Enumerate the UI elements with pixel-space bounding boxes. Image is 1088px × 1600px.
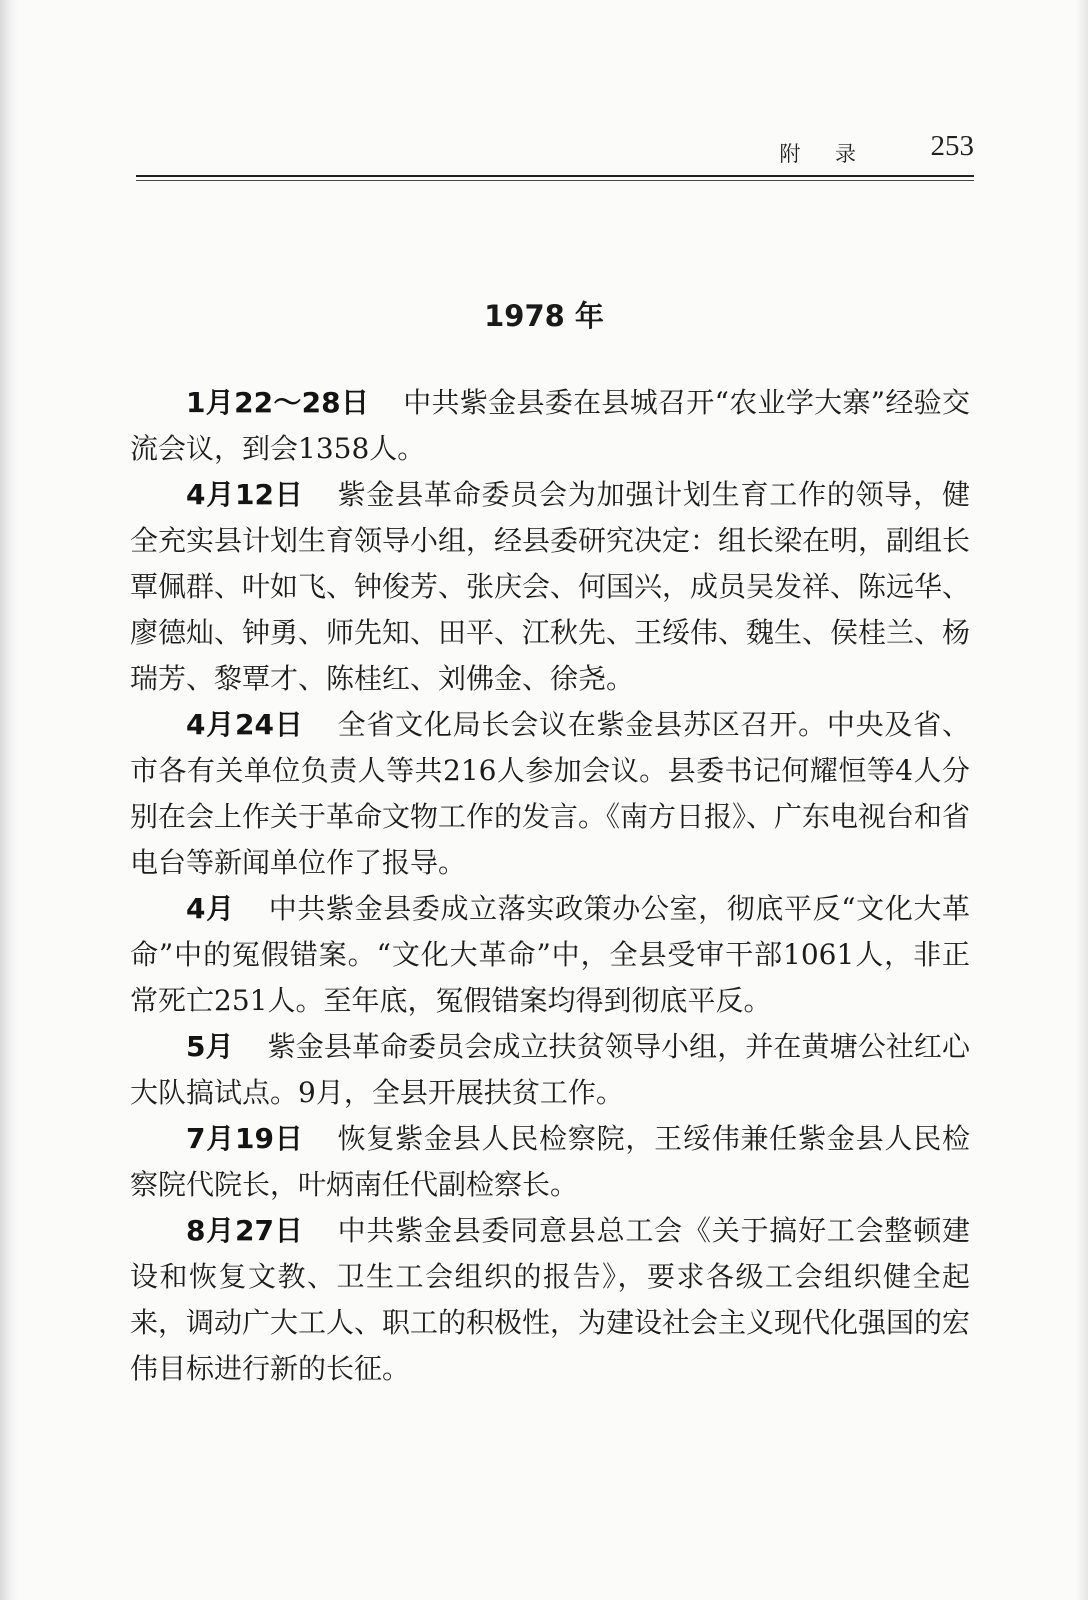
entry-text: 紫金县革命委员会成立扶贫领导小组，并在黄塘公社红心大队搞试点。9月，全县开展扶贫工作。 <box>130 1030 970 1109</box>
entry-text: 中共紫金县委同意县总工会《关于搞好工会整顿建设和恢复文教、卫生工会组织的报告》，要求各级工会组织健全起来，调动广大工人、职工的积极性，为建设社会主义现代化强国的宏伟目标进行新的长征。 <box>130 1214 971 1385</box>
chronicle-body <box>130 380 970 1392</box>
chronicle-entry <box>130 472 970 702</box>
chronicle-entry <box>130 1024 970 1116</box>
entry-text: 恢复紫金县人民检察院，王绥伟兼任紫金县人民检察院代院长，叶炳南任代副检察长。 <box>130 1122 970 1201</box>
page-left-shadow <box>0 0 18 1600</box>
chronicle-entry <box>130 886 970 1024</box>
entry-date: 7月19日 <box>186 1122 304 1155</box>
page-right-shadow <box>1076 0 1088 1600</box>
entry-date: 8月27日 <box>186 1214 304 1247</box>
entry-date: 4月24日 <box>186 708 304 741</box>
entry-date: 4月 <box>186 892 235 925</box>
entry-date: 4月12日 <box>186 478 304 511</box>
entry-text: 全省文化局长会议在紫金县苏区召开。中央及省、市各有关单位负责人等共216人参加会议。县委书记何耀恒等4人分别在会上作关于革命文物工作的发言。《南方日报》、广东电视台和省电台等新闻单位作了报导。 <box>130 708 971 879</box>
header-rule-thin <box>136 180 974 181</box>
chronicle-entry <box>130 702 970 886</box>
entry-text: 紫金县革命委员会为加强计划生育工作的领导，健全充实县计划生育领导小组，经县委研究决定：组长梁在明，副组长覃佩群、叶如飞、钟俊芳、张庆会、何国兴，成员吴发祥、陈远华、廖德灿、钟勇、师先知、田平、江秋先、王绥伟、魏生、侯桂兰、杨瑞芳、黎覃才、陈桂红、刘佛金、徐尧。 <box>130 478 971 695</box>
header-rule-thick <box>136 175 974 177</box>
chronicle-entry <box>130 380 970 472</box>
entry-text: 中共紫金县委成立落实政策办公室，彻底平反“文化大革命”中的冤假错案。“文化大革命”中，全县受审干部1061人，非正常死亡251人。至年底，冤假错案均得到彻底平反。 <box>130 892 970 1017</box>
entry-text: 中共紫金县委在县城召开“农业学大寨”经验交流会议，到会1358人。 <box>130 386 970 465</box>
entry-date: 1月22～28日 <box>186 386 370 419</box>
chronicle-entry <box>130 1116 970 1208</box>
entry-date: 5月 <box>186 1030 234 1063</box>
page-number: 253 <box>930 130 974 162</box>
running-header <box>136 130 974 170</box>
header-section-title: 附 录 <box>779 142 870 166</box>
year-heading: 1978 年 <box>484 299 604 333</box>
chronicle-entry <box>130 1208 970 1392</box>
